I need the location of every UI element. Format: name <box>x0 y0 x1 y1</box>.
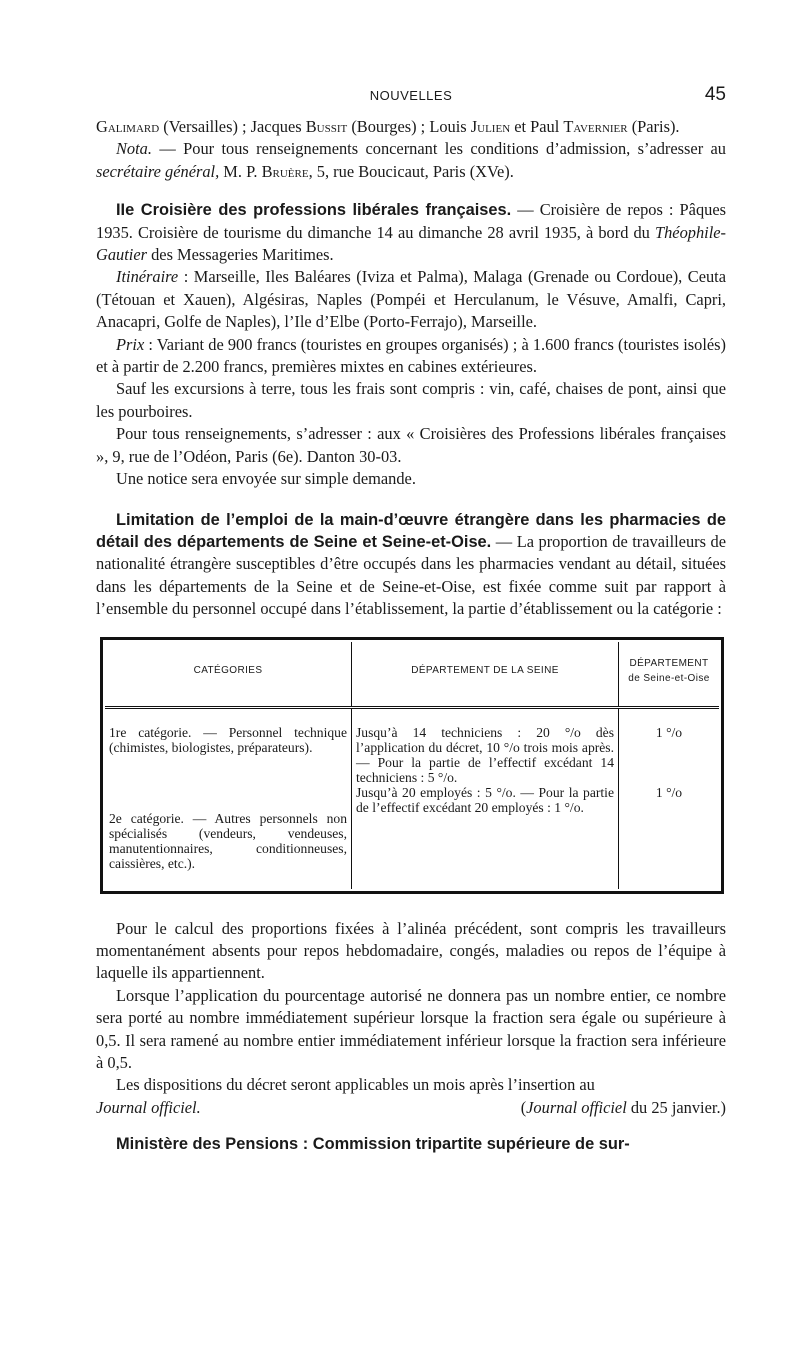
limitation-text: — La proportion de travailleurs de nationalité étrangère susceptibles d’être occupés dans les pharmacies vendant au détail, situées dans les départements de la Seine et de Seine-et-Oise, est fixée comme suit par rapport à l’ensemble du personnel occupé dans l’établissement, la partie d’établissement ou la catégorie : <box>96 531 726 619</box>
seine-cell: Jusqu’à 14 techniciens : 20 °/o dès l’application du décret, 10 °/o trois mois après. — Pour la partie de l’effectif excédant 14 techniciens : 5 °/o. <box>352 707 619 785</box>
notice-paragraph: Une notice sera envoyée sur simple demande. <box>116 469 416 489</box>
table-row <box>105 707 719 785</box>
itinerary-text: : Marseille, Iles Baléares (Iviza et Palma), Malaga (Grenade ou Cordoue), Ceuta (Tétouan et Xauen), Algésiras, Naples (Pompéi et Herculanum, le Vésuve, Amalfi, Capri, Anacapri, Golfe de Naples), l’Ile d’Elbe (Porto-Ferrajo), Marseille. <box>96 267 726 332</box>
limitation-heading: Limitation de l’emploi de la main-d’œuvre étrangère dans les pharmacies de détail des départements de Seine et Seine-et-Oise. <box>96 510 726 551</box>
nota-label: Nota. <box>116 139 152 159</box>
names-text: et Paul <box>510 117 564 136</box>
names-text: (Versailles) ; Jacques <box>159 117 306 136</box>
journal-left <box>96 1097 201 1119</box>
nota-address: , 5, rue Boucicaut, Paris (XVe). <box>308 161 514 181</box>
journal-line <box>96 1097 726 1119</box>
applicability-paragraph: Les dispositions du décret seront applicables un mois après l’insertion au <box>116 1075 595 1095</box>
price-label: Prix <box>116 334 145 354</box>
journal-source <box>521 1097 726 1119</box>
source-date: du 25 janvier.) <box>626 1097 726 1117</box>
nota-text: — Pour tous renseignements concernant les conditions d’admission, s’adresser au <box>151 139 726 159</box>
name-bussit: Bussit <box>305 117 348 136</box>
cruise-text: des Messageries Maritimes. <box>147 245 334 265</box>
page-number: 45 <box>704 84 726 105</box>
table-row <box>105 785 719 871</box>
running-head: NOUVELLES <box>369 88 453 103</box>
name-tavernier: Tavernier <box>563 117 628 136</box>
header-seine: DÉPARTEMENT DE LA SEINE <box>352 642 619 708</box>
names-text: (Paris). <box>627 117 680 136</box>
price-text: : Variant de 900 francs (touristes en groupes organisés) ; à 1.600 francs (touristes isolés) et à partir de 2.200 francs, premières mixtes en cabines extérieures. <box>96 334 726 377</box>
seine-et-oise-cell: 1 °/o <box>655 724 683 740</box>
source-paren: ( <box>520 1097 527 1117</box>
names-text: (Bourges) ; Louis <box>347 117 471 136</box>
header-categories: CATÉGORIES <box>105 642 352 708</box>
name-julien: Julien <box>470 117 511 136</box>
nota-paragraph <box>96 138 726 183</box>
itinerary-paragraph <box>96 266 726 333</box>
category-cell: 1re catégorie. — Personnel technique (chimistes, biologistes, préparateurs). <box>105 707 352 785</box>
seine-et-oise-cell: 1 °/o <box>655 784 683 800</box>
rounding-paragraph: Lorsque l’application du pourcentage autorisé ne donnera pas un nombre entier, ce nombre sera porté au nombre immédiatement supérieur lorsque la fraction sera égale ou supérieure à 0,5. Il sera ramené au nombre entier immédiatement inférieur lorsque la fraction sera inférieure à 0,5. <box>96 985 726 1072</box>
itinerary-label: Itinéraire <box>116 267 179 287</box>
page-header <box>96 80 726 116</box>
cruise-text: — Croisière de repos : Pâques 1935. Croisière de tourisme du dimanche 14 au dimanche 28 avril 1935, à bord du <box>96 200 726 242</box>
category-cell: 2e catégorie. — Autres personnels non spécialisés (vendeurs, vendeuses, manutentionnaires, conditionneuses, caissières, etc.). <box>105 785 352 871</box>
seine-cell: Jusqu’à 20 employés : 5 °/o. — Pour la partie de l’effectif excédant 20 employés : 1 °/o. <box>352 785 619 871</box>
header-seine-et-oise: DÉPARTEMENT de Seine-et-Oise <box>619 642 720 708</box>
name-galimard: Galimard <box>96 117 160 136</box>
quota-table <box>100 637 724 894</box>
info-paragraph: Pour tous renseignements, s’adresser : aux « Croisières des Professions libérales françaises », 9, rue de l’Odéon, Paris (6e). Danton 30-03. <box>96 424 726 466</box>
excursions-paragraph: Sauf les excursions à terre, tous les frais sont compris : vin, café, chaises de pont, ainsi que les pourboires. <box>96 379 726 421</box>
document-page <box>96 80 726 1156</box>
journal-title: Journal officiel. <box>96 1097 201 1117</box>
ship-name: Théophile-Gautier <box>96 222 726 265</box>
nota-text: M. P. <box>219 161 262 181</box>
cruise-paragraph <box>96 199 726 266</box>
pensions-heading: Ministère des Pensions : Commission tripartite supérieure de sur- <box>116 1135 630 1154</box>
source-journal: Journal officiel <box>526 1097 627 1117</box>
price-paragraph <box>96 334 726 379</box>
nota-role: secrétaire général, <box>96 161 220 181</box>
calculation-paragraph: Pour le calcul des proportions fixées à l’alinéa précédent, sont compris les travailleurs momentanément absents pour repos hebdomadaire, congés, maladies ou repos de l’équipe à laquelle ils appartiennent. <box>96 918 726 983</box>
limitation-paragraph <box>96 509 726 621</box>
names-paragraph <box>96 116 726 138</box>
cruise-heading: IIe Croisière des professions libérales françaises. <box>116 201 512 220</box>
nota-name: Bruère <box>261 161 309 181</box>
